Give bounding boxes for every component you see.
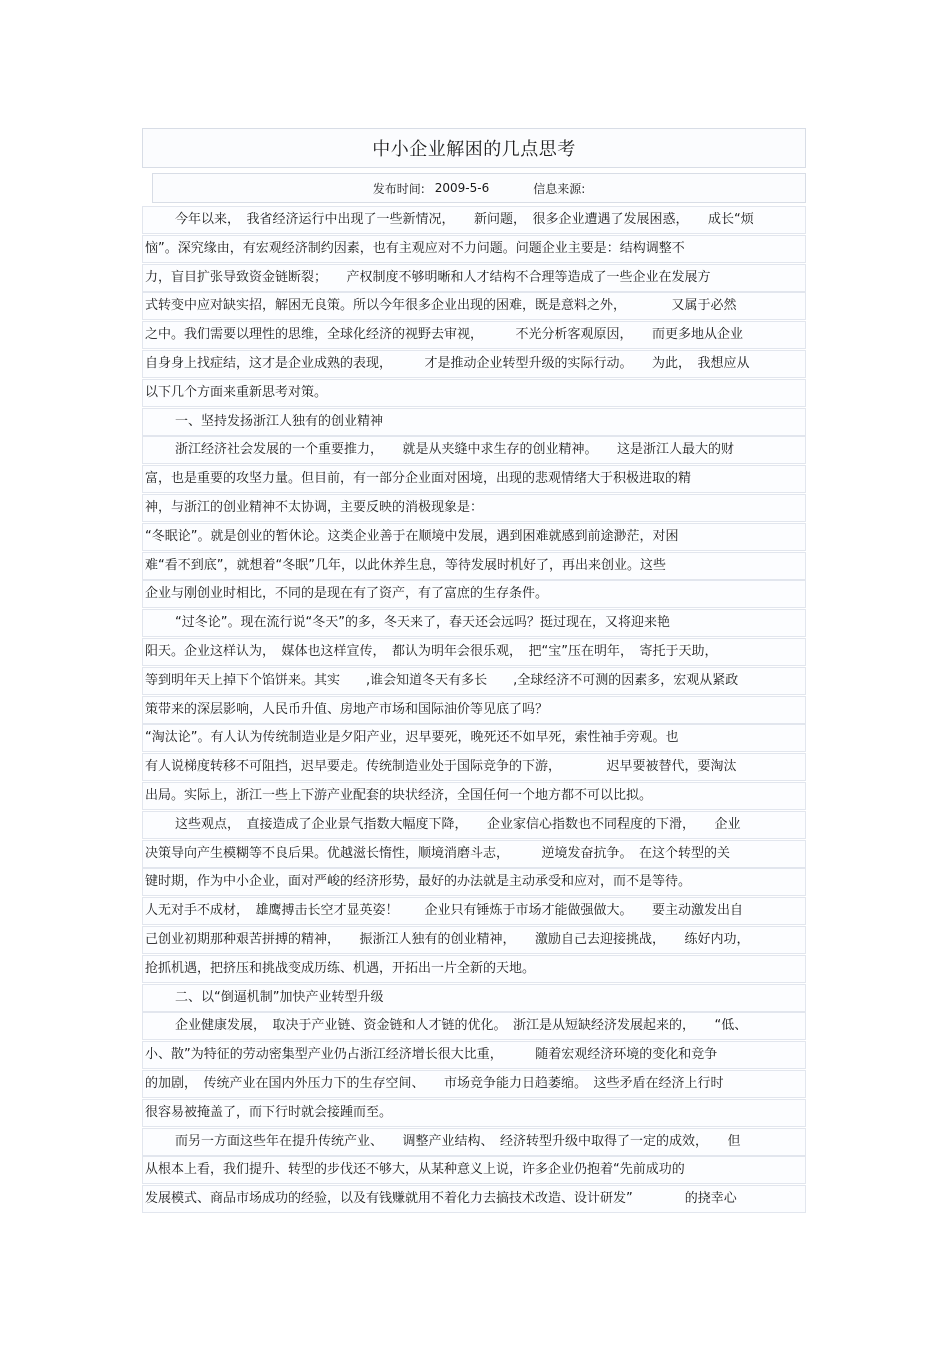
- paragraph-line: 抢抓机遇，把挤压和挑战变成历练、机遇，开拓出一片全新的天地。: [142, 955, 806, 983]
- paragraph-line: 阳天。企业这样认为， 媒体也这样宣传， 都认为明年会很乐观， 把“宝”压在明年， 寄托于天助，: [142, 638, 806, 666]
- paragraph-line: 从根本上看，我们提升、转型的步伐还不够大，从某种意义上说，许多企业仍抱着“先前成功的: [142, 1156, 806, 1184]
- paragraph-line: 小、散”为特征的劳动密集型产业仍占浙江经济增长很大比重， 随着宏观经济环境的变化和竞争: [142, 1041, 806, 1069]
- paragraph-line: 决策导向产生模糊等不良后果。优越滋长惰性，顺境消磨斗志， 逆境发奋抗争。 在这个转型的关: [142, 840, 806, 868]
- article-meta-box: [152, 173, 806, 203]
- paragraph-line: “冬眠论”。就是创业的暂休论。这类企业善于在顺境中发展，遇到困难就感到前途渺茫，对困: [142, 523, 806, 551]
- paragraph-line: 难“看不到底”，就想着“冬眠”几年，以此休养生息，等待发展时机好了，再出来创业。这些: [142, 552, 806, 580]
- paragraph-line: 恼”。深究缘由，有宏观经济制约因素，也有主观应对不力问题。问题企业主要是：结构调整不: [142, 235, 806, 263]
- paragraph-line: 力，盲目扩张导致资金链断裂； 产权制度不够明晰和人才结构不合理等造成了一些企业在发展方: [142, 264, 806, 292]
- article-title: 中小企业解困的几点思考: [372, 139, 576, 160]
- paragraph-line: 出局。实际上，浙江一些上下游产业配套的块状经济，全国任何一个地方都不可以比拟。: [142, 782, 806, 810]
- paragraph-line: 有人说梯度转移不可阻挡，迟早要走。传统制造业处于国际竞争的下游， 迟早要被替代，要淘汰: [142, 753, 806, 781]
- paragraph-line: 企业健康发展， 取决于产业链、资金链和人才链的优化。 浙江是从短缺经济发展起来的， “低、: [142, 1012, 806, 1040]
- paragraph-line: 这些观点， 直接造成了企业景气指数大幅度下降， 企业家信心指数也不同程度的下滑， 企业: [142, 811, 806, 839]
- article-title-box: [142, 128, 806, 168]
- paragraph-line: “过冬论”。现在流行说“冬天”的多，冬天来了，春天还会远吗？挺过现在，又将迎来艳: [142, 609, 806, 637]
- paragraph-line: 富，也是重要的攻坚力量。但目前，有一部分企业面对困境，出现的悲观情绪大于积极进取的精: [142, 465, 806, 493]
- paragraph-line: 等到明年天上掉下个馅饼来。其实 ,谁会知道冬天有多长 ,全球经济不可测的因素多，宏观从紧政: [142, 667, 806, 695]
- paragraph-line: 今年以来， 我省经济运行中出现了一些新情况， 新问题， 很多企业遭遇了发展困惑， 成长“烦: [142, 206, 806, 234]
- paragraph-line: 策带来的深层影响，人民币升值、房地产市场和国际油价等见底了吗？: [142, 696, 806, 724]
- paragraph-line: 式转变中应对缺实招，解困无良策。所以今年很多企业出现的困难，既是意料之外， 又属于必然: [142, 292, 806, 320]
- paragraph-line: 企业与刚创业时相比，不同的是现在有了资产，有了富庶的生存条件。: [142, 580, 806, 608]
- paragraph-line: 一、坚持发扬浙江人独有的创业精神: [142, 408, 806, 436]
- paragraph-line: 神，与浙江的创业精神不太协调，主要反映的消极现象是：: [142, 494, 806, 522]
- paragraph-line: 很容易被掩盖了，而下行时就会接踵而至。: [142, 1099, 806, 1127]
- paragraph-line: 发展模式、商品市场成功的经验，以及有钱赚就用不着化力去搞技术改造、设计研发” 的挠幸心: [142, 1185, 806, 1213]
- publish-date-value: 2009-5-6: [434, 181, 490, 195]
- paragraph-line: “淘汰论”。有人认为传统制造业是夕阳产业，迟早要死，晚死还不如早死，索性袖手旁观。也: [142, 724, 806, 752]
- paragraph-line: 人无对手不成材， 雄鹰搏击长空才显英姿！ 企业只有锤炼于市场才能做强做大。 要主动激发出自: [142, 897, 806, 925]
- publish-date-label: 发布时间:: [372, 181, 425, 196]
- paragraph-line: 以下几个方面来重新思考对策。: [142, 379, 806, 407]
- paragraph-line: 二、以“倒逼机制”加快产业转型升级: [142, 984, 806, 1012]
- paragraph-line: 自身身上找症结，这才是企业成熟的表现， 才是推动企业转型升级的实际行动。 为此， 我想应从: [142, 350, 806, 378]
- paragraph-line: 而另一方面这些年在提升传统产业、 调整产业结构、 经济转型升级中取得了一定的成效， 但: [142, 1128, 806, 1156]
- paragraph-line: 之中。我们需要以理性的思维，全球化经济的视野去审视， 不光分析客观原因， 而更多地从企业: [142, 321, 806, 349]
- article-body: [142, 206, 806, 1214]
- paragraph-line: 浙江经济社会发展的一个重要推力， 就是从夹缝中求生存的创业精神。 这是浙江人最大的财: [142, 436, 806, 464]
- source-label: 信息来源:: [533, 181, 586, 196]
- paragraph-line: 己创业初期那种艰苦拼搏的精神， 振浙江人独有的创业精神， 激励自己去迎接挑战， 练好内功，: [142, 926, 806, 954]
- paragraph-line: 的加剧， 传统产业在国内外压力下的生存空间、 市场竞争能力日趋萎缩。 这些矛盾在经济上行时: [142, 1070, 806, 1098]
- paragraph-line: 键时期，作为中小企业，面对严峻的经济形势，最好的办法就是主动承受和应对，而不是等待。: [142, 868, 806, 896]
